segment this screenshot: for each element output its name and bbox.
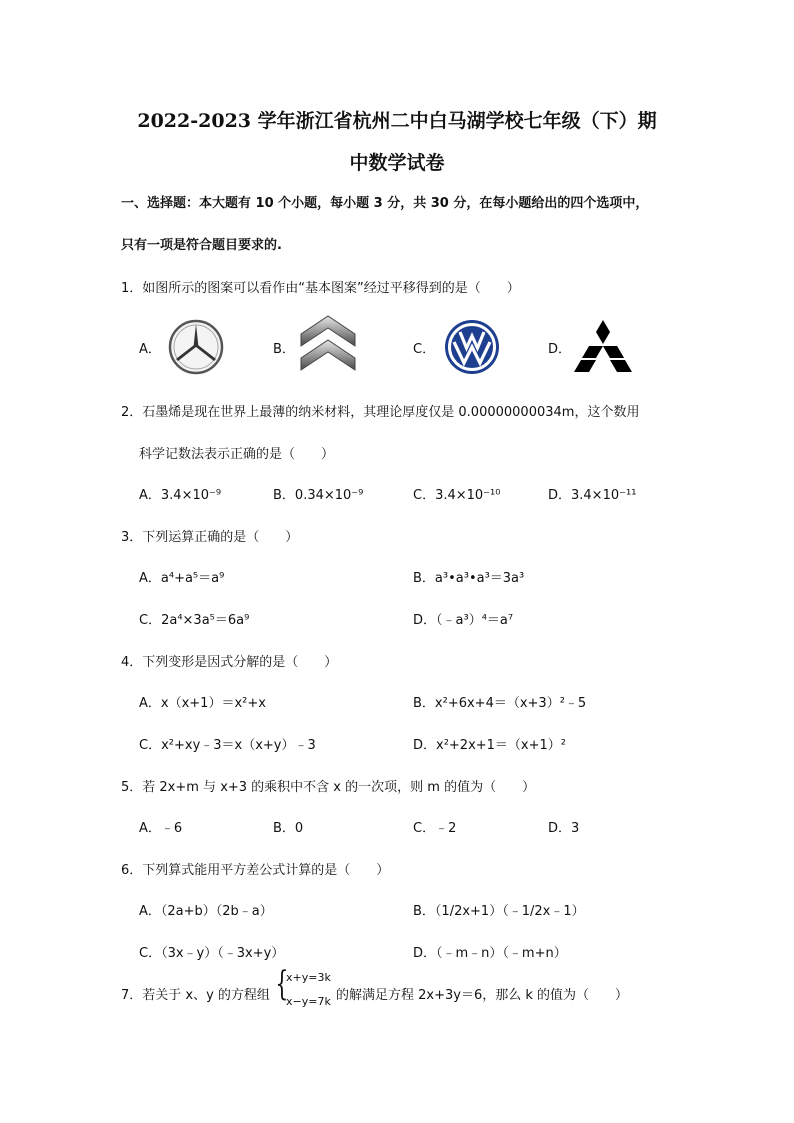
q1-option-d-label: D．	[548, 342, 572, 357]
q1-stem: 1．如图所示的图案可以看作由“基本图案”经过平移得到的是（ ）	[121, 281, 520, 296]
q6-option-d: D．（﹣m﹣n）（﹣m+n）	[413, 946, 567, 961]
citroen-icon	[299, 314, 357, 376]
q3-option-b: B．a³•a³•a³＝3a³	[413, 571, 525, 586]
q3-option-a: A．a⁴+a⁵＝a⁹	[139, 571, 225, 586]
mitsubishi-icon	[573, 318, 633, 374]
q7-stem-after: 的解满足方程 2x+3y＝6，那么 k 的值为（ ）	[336, 988, 629, 1003]
q4-option-a: A．x（x+1）＝x²+x	[139, 696, 266, 711]
q2-option-a: A．3.4×10⁻⁹	[139, 488, 222, 503]
q5-option-a: A．﹣6	[139, 821, 183, 836]
q2-option-b: B．0.34×10⁻⁹	[273, 488, 364, 503]
q2-option-c: C．3.4×10⁻¹⁰	[413, 488, 501, 503]
section-heading-line2: 只有一项是符合题目要求的.	[121, 238, 282, 253]
q4-option-c: C．x²+xy﹣3＝x（x+y）﹣3	[139, 738, 316, 753]
q2-option-d: D．3.4×10⁻¹¹	[548, 488, 637, 503]
q6-option-a: A．（2a+b）（2b﹣a）	[139, 904, 273, 919]
q1-option-b-label: B．	[273, 342, 295, 357]
q7-system-brace: {	[275, 964, 289, 1004]
q5-option-c: C．﹣2	[413, 821, 457, 836]
q4-stem: 4．下列变形是因式分解的是（ ）	[121, 655, 338, 670]
q6-option-c: C．（3x﹣y）（﹣3x+y）	[139, 946, 285, 961]
volkswagen-icon	[443, 318, 501, 376]
page-title-line2: 中数学试卷	[349, 152, 445, 174]
q7-system-eq2: x−y=7k	[286, 995, 331, 1008]
q6-stem: 6．下列算式能用平方差公式计算的是（ ）	[121, 863, 390, 878]
q1-option-c-label: C．	[413, 342, 436, 357]
q3-option-c: C．2a⁴×3a⁵＝6a⁹	[139, 613, 250, 628]
mercedes-icon	[167, 318, 225, 376]
q3-option-d: D．（﹣a³）⁴＝a⁷	[413, 613, 514, 628]
q4-option-d: D．x²+2x+1＝（x+1）²	[413, 738, 567, 753]
q5-option-d: D．3	[548, 821, 580, 836]
q5-stem: 5．若 2x+m 与 x+3 的乘积中不含 x 的一次项，则 m 的值为（ ）	[121, 780, 536, 795]
q6-option-b: B．（1/2x+1）（﹣1/2x﹣1）	[413, 904, 585, 919]
q2-stem-line1: 2．石墨烯是现在世界上最薄的纳米材料，其理论厚度仅是 0.00000000034m，这个数用	[121, 405, 640, 420]
q7-stem-before: 7．若关于 x、y 的方程组	[121, 988, 270, 1003]
q2-stem-line2: 科学记数法表示正确的是（ ）	[139, 447, 335, 462]
page-title-line1: 2022-2023 学年浙江省杭州二中白马湖学校七年级（下）期	[137, 110, 657, 132]
q1-option-a-label: A．	[139, 342, 161, 357]
q5-option-b: B．0	[273, 821, 304, 836]
q4-option-b: B．x²+6x+4＝（x+3）²﹣5	[413, 696, 587, 711]
section-heading-line1: 一、选择题：本大题有 10 个小题，每小题 3 分，共 30 分，在每小题给出的四个选项中，	[121, 196, 649, 211]
q7-system-eq1: x+y=3k	[286, 971, 331, 984]
q3-stem: 3．下列运算正确的是（ ）	[121, 530, 299, 545]
